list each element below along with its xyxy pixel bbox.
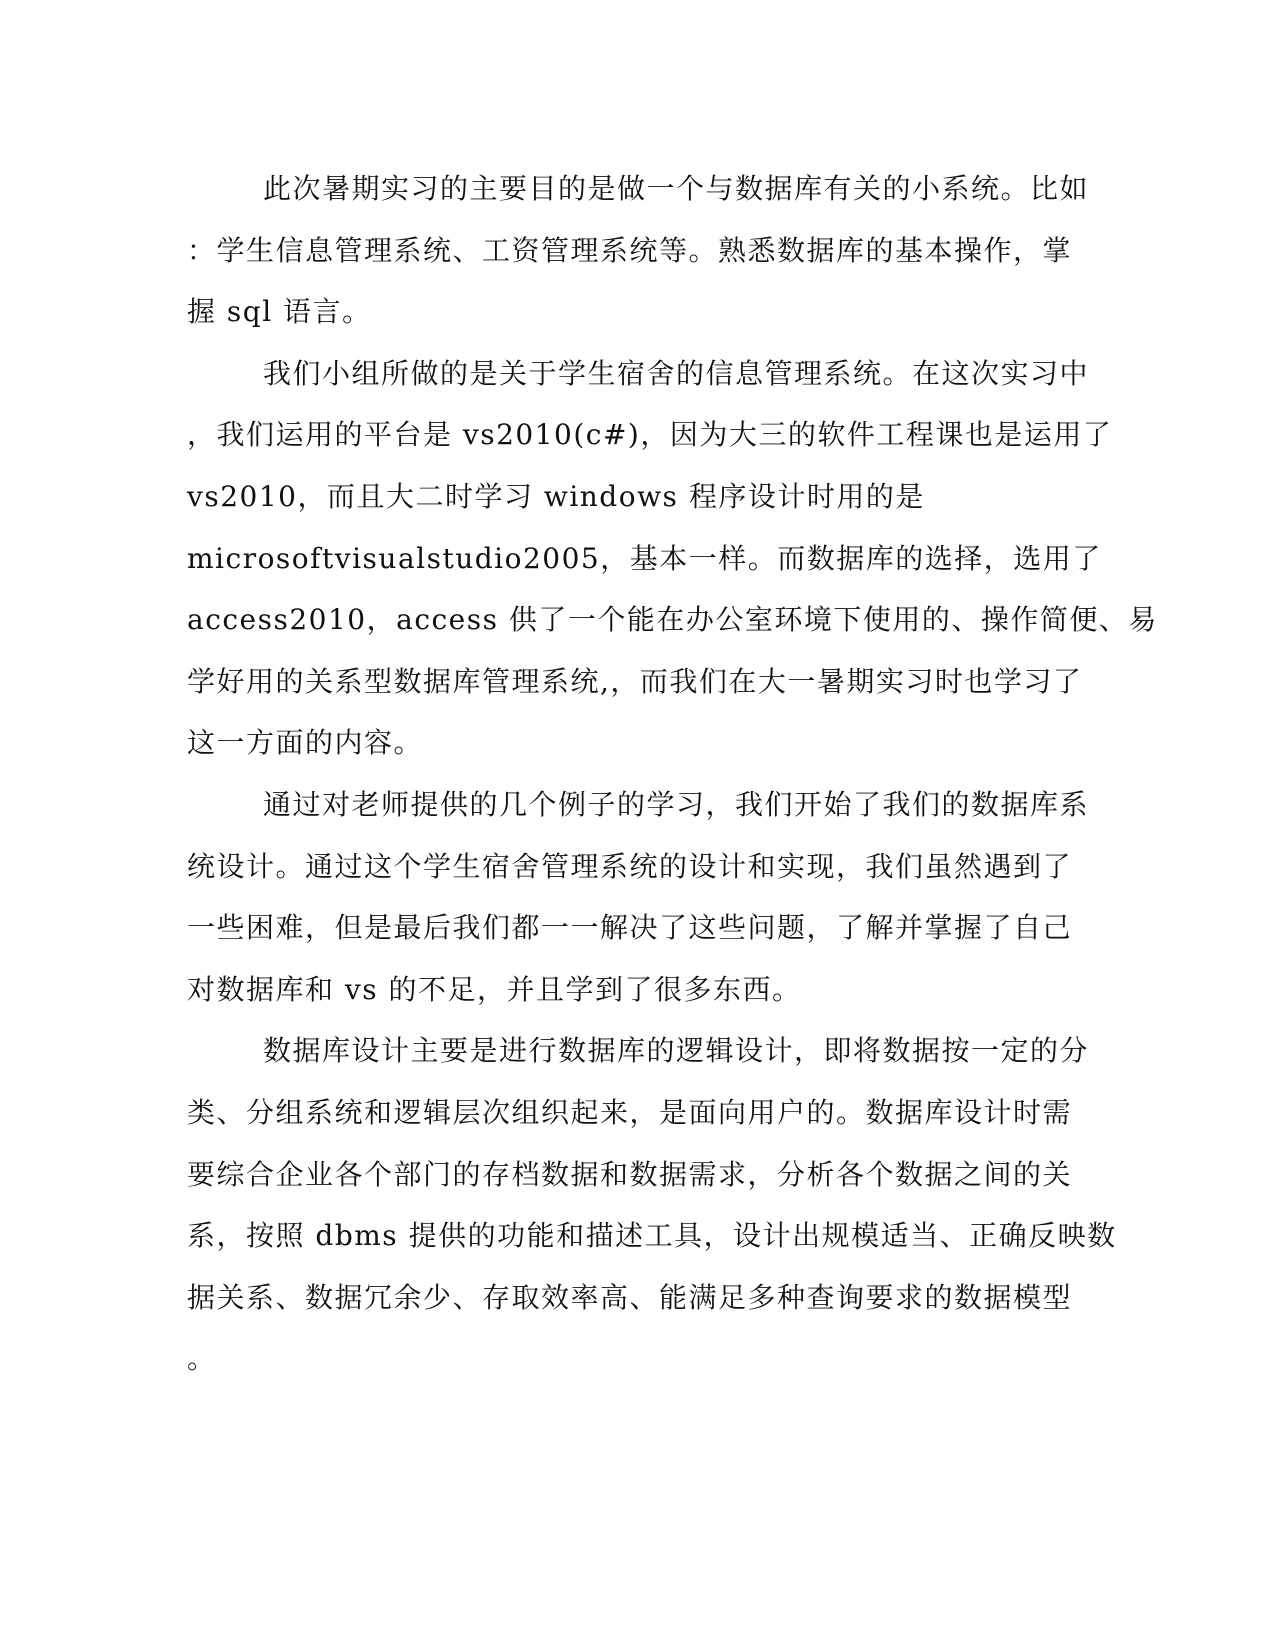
text-line: 对数据库和 vs 的不足，并且学到了很多东西。	[187, 972, 802, 1006]
text-line: 此次暑期实习的主要目的是做一个与数据库有关的小系统。比如	[263, 172, 1090, 205]
text-line: 类、分组系统和逻辑层次组织起来，是面向用户的。数据库设计时需	[187, 1095, 1073, 1129]
text-line: ，我们运用的平台是 vs2010(c#)，因为大三的软件工程课也是运用了	[187, 418, 1113, 452]
text-line: 据关系、数据冗余少、存取效率高、能满足多种查询要求的数据模型	[187, 1280, 1073, 1314]
document-body	[187, 158, 1158, 1390]
text-line: 。	[187, 1342, 217, 1376]
text-line: 我们小组所做的是关于学生宿舍的信息管理系统。在这次实习中	[263, 356, 1090, 390]
text-line: 系，按照 dbms 提供的功能和描述工具，设计出规模适当、正确反映数	[187, 1219, 1117, 1253]
text-line: 学好用的关系型数据库管理系统,，而我们在大一暑期实习时也学习了	[187, 664, 1083, 698]
paragraph-1	[187, 158, 1090, 343]
text-line: 一些困难，但是最后我们都一一解决了这些问题，了解并掌握了自己	[187, 911, 1073, 945]
paragraph-3	[187, 774, 1090, 1020]
paragraph-4	[187, 1020, 1117, 1390]
text-line: access2010，access 供了一个能在办公室环境下使用的、操作简便、易	[187, 603, 1158, 637]
text-line: 这一方面的内容。	[187, 726, 424, 760]
paragraph-2	[187, 343, 1158, 774]
text-line: ：学生信息管理系统、工资管理系统等。熟悉数据库的基本操作，掌	[187, 233, 1073, 267]
text-line: 要综合企业各个部门的存档数据和数据需求，分析各个数据之间的关	[187, 1157, 1073, 1191]
text-line: microsoftvisualstudio2005，基本一样。而数据库的选择，选用了	[187, 541, 1102, 575]
text-line: 通过对老师提供的几个例子的学习，我们开始了我们的数据库系	[263, 787, 1090, 821]
text-line: 统设计。通过这个学生宿舍管理系统的设计和实现，我们虽然遇到了	[187, 849, 1073, 883]
text-line: 握 sql 语言。	[187, 295, 372, 329]
text-line: vs2010，而且大二时学习 windows 程序设计时用的是	[187, 479, 925, 513]
text-line: 数据库设计主要是进行数据库的逻辑设计，即将数据按一定的分	[263, 1034, 1090, 1068]
